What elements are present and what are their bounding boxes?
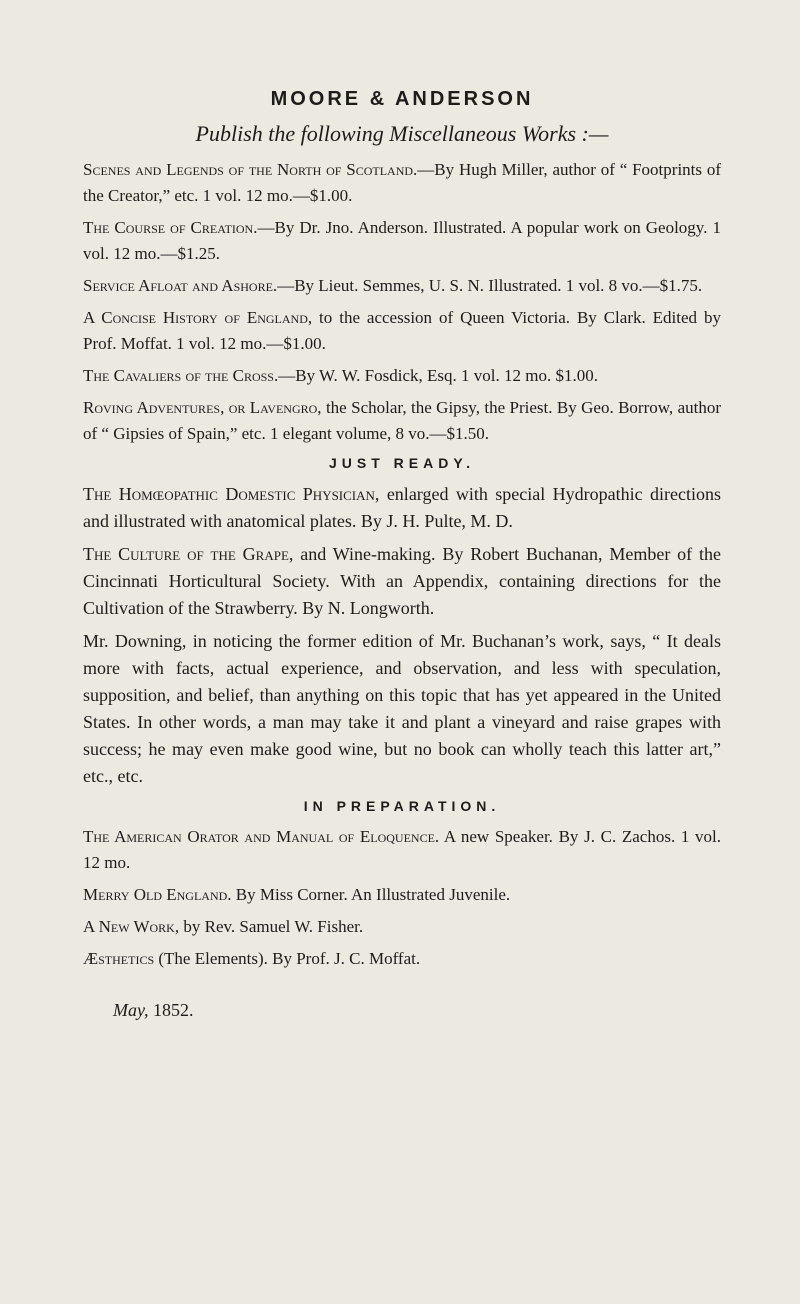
- book-details: By Miss Corner. An Illustrated Juvenile.: [231, 885, 511, 904]
- book-title: A New Work,: [83, 917, 180, 936]
- publication-date: [113, 1000, 721, 1021]
- book-details: —By Hugh Miller, author of “ Footprints of the Creator,” etc. 1 vol. 12 mo.—$1.00.: [83, 160, 722, 205]
- date-year: 1852.: [148, 1000, 194, 1020]
- book-title: The Cavaliers of the Cross.: [83, 366, 279, 385]
- list-item: [83, 273, 721, 299]
- book-details: enlarged with special Hydropathic directions and illustrated with anatomical plates. By J. H. Pulte, M. D.: [83, 484, 721, 531]
- book-details: —By W. W. Fosdick, Esq. 1 vol. 12 mo. $1.00.: [278, 366, 598, 385]
- published-list: [83, 157, 721, 447]
- in-preparation-heading: IN PREPARATION.: [303, 798, 501, 814]
- book-details: A new Speaker. By J. C. Zachos. 1 vol. 12 mo.: [83, 827, 721, 872]
- page-content: [83, 88, 721, 1021]
- date-month: May,: [113, 1000, 149, 1020]
- book-details: and Wine-making. By Robert Buchanan, Member of the Cincinnati Horticultural Society. With an Appendix, containing directions for the Cultivation of the Strawberry. By N. Longworth.: [83, 544, 721, 618]
- book-details: to the accession of Queen Victoria. By Clark. Edited by Prof. Moffat. 1 vol. 12 mo.—$1.00.: [83, 308, 721, 353]
- book-details: —By Lieut. Semmes, U. S. N. Illustrated. 1 vol. 8 vo.—$1.75.: [277, 276, 703, 295]
- book-title: Merry Old England.: [83, 885, 232, 904]
- book-title: The American Orator and Manual of Eloquence.: [83, 827, 440, 846]
- list-item: [83, 363, 721, 389]
- book-title: Scenes and Legends of the North of Scotland.: [83, 160, 418, 179]
- review-quote: Mr. Downing, in noticing the former edition of Mr. Buchanan’s work, says, “ It deals more with facts, actual experience, and observation, and less with speculation, supposition, and belief, than anything on this topic that has yet appeared in the United States. In other words, a man may take it and plant a vineyard and raise grapes with success; he may even make good wine, but no book can wholly teach this latter art,” etc., etc.: [83, 631, 721, 786]
- list-item: [83, 481, 721, 535]
- list-item: [83, 541, 721, 622]
- list-item: [83, 946, 721, 972]
- list-item: [83, 215, 721, 267]
- page-subtitle: Publish the following Miscellaneous Works :—: [195, 121, 609, 146]
- in-preparation-list: [83, 824, 721, 972]
- book-title: A Concise History of England,: [83, 308, 313, 327]
- list-item: [83, 395, 721, 447]
- publisher-name: MOORE & ANDERSON: [270, 88, 534, 110]
- book-title: The Homœopathic Domestic Physician,: [83, 484, 380, 504]
- list-item: [83, 914, 721, 940]
- book-title: Roving Adventures, or Lavengro,: [83, 398, 322, 417]
- book-title: Service Afloat and Ashore.: [83, 276, 278, 295]
- book-details: the Scholar, the Gipsy, the Priest. By Geo. Borrow, author of “ Gipsies of Spain,” etc. 1 elegant volume, 8 vo.—$1.50.: [83, 398, 722, 443]
- just-ready-list: [83, 481, 721, 790]
- book-details: —By Dr. Jno. Anderson. Illustrated. A popular work on Geology. 1 vol. 12 mo.—$1.25.: [83, 218, 721, 263]
- list-item: [83, 882, 721, 908]
- book-title: The Culture of the Grape,: [83, 544, 294, 564]
- list-item: [83, 824, 721, 876]
- book-title: The Course of Creation.: [83, 218, 258, 237]
- list-item: [83, 157, 721, 209]
- book-title: Æsthetics: [83, 949, 155, 968]
- book-details: (The Elements). By Prof. J. C. Moffat.: [154, 949, 421, 968]
- just-ready-heading: JUST READY.: [328, 455, 476, 471]
- book-details: by Rev. Samuel W. Fisher.: [179, 917, 364, 936]
- list-item: [83, 305, 721, 357]
